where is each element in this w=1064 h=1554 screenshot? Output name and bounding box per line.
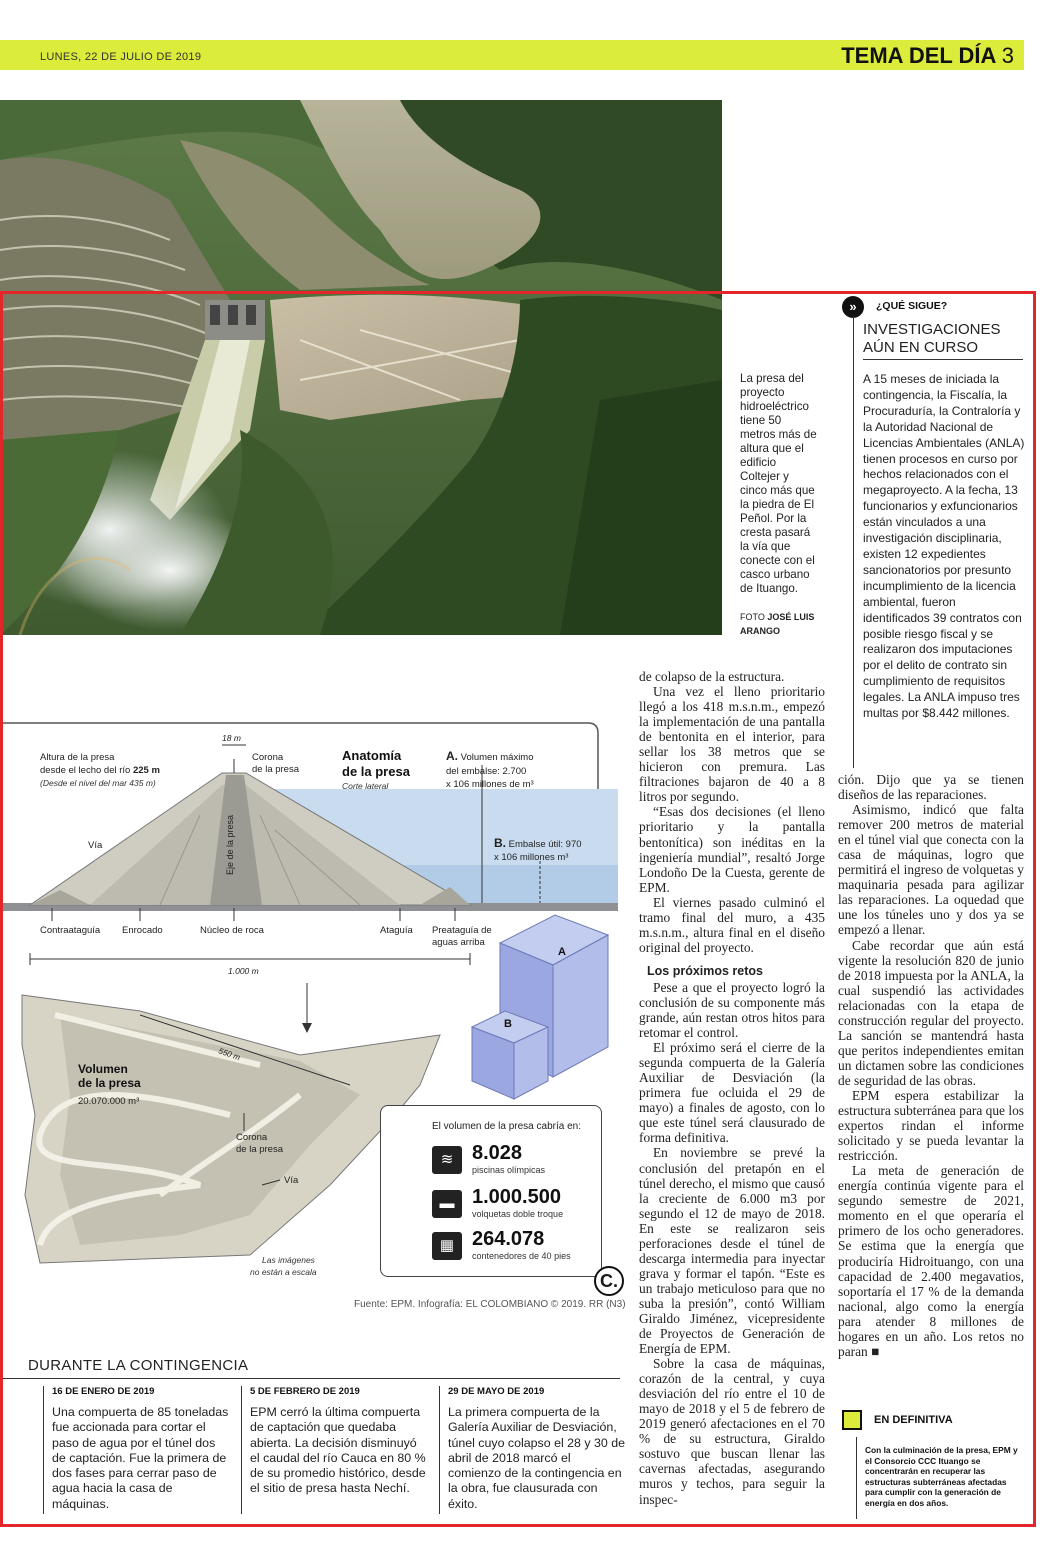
timeline-text: La primera compuerta de la Galería Auxiliar de Desviación, túnel cuyo colapso el 28 y 30 de abril de 2018 marcó el comienzo de la contingencia en la obra, fue clausurada con éxito. <box>448 1405 626 1511</box>
infographic-title-2: de la presa <box>342 764 410 779</box>
height-note: (Desde el nivel del mar 435 m) <box>40 778 156 788</box>
volume-a-key: A. <box>446 749 458 763</box>
axis-label: Eje de la presa <box>225 814 235 875</box>
part-preataguia: Preataguía de <box>432 925 492 936</box>
svg-text:B. Embalse útil: 970 <box>494 836 582 850</box>
infographic-title: Anatomía <box>342 748 402 763</box>
stats-intro: El volumen de la presa cabría en: <box>432 1121 581 1132</box>
scale-note-2: no están a escala <box>250 1267 317 1277</box>
timeline-item <box>448 1386 626 1512</box>
via2-label: Vía <box>284 1175 299 1186</box>
paragraph: ción. Dijo que ya se tienen diseños de las reparaciones. <box>838 772 1024 803</box>
paragraph: Pese a que el proyecto logró la conclusión de su componente más grande, aún restan otros hitos para retomar el control. <box>639 979 825 1041</box>
sidebar-rule <box>853 316 854 768</box>
header-bar <box>0 40 1024 70</box>
container-icon: ▦ <box>432 1232 462 1260</box>
que-sigue-title: INVESTIGACIONES AÚN EN CURSO <box>863 321 1023 360</box>
que-sigue-body: A 15 meses de iniciada la contingencia, la Fiscalía, la Procuraduría, la Contraloría y la Autoridad Nacional de Licencias Ambientales (ANLA) tienen procesos en curso por hechos relacionados con el megaproyecto. A la fecha, 13 funcionarios y exfuncionarios están vinculados a una investigación disciplinaria, existen 12 expedientes sancionatorios por presunto incumplimiento de la licencia ambiental, fueron identificados 39 contratos con posible riesgo fiscal y se realizaron dos imputaciones por el delito de contrato sin cumplimiento de requisitos legales. La ANLA impuso tres multas por $8.442 millones. <box>863 372 1025 721</box>
volume-title: Volumen <box>78 1062 128 1076</box>
stat-value: 1.000.500 <box>472 1186 561 1208</box>
timeline-rule <box>0 1378 620 1379</box>
timeline-divider <box>439 1386 440 1514</box>
timeline-text: Una compuerta de 85 toneladas fue accionada para cortar el paso de agua por el túnel dos de captación. Fue la primera de dos fases para cerrar paso de agua hacia la casa de máquinas. <box>52 1405 229 1511</box>
timeline-item <box>52 1386 230 1512</box>
cube-b <box>472 1011 548 1099</box>
corona2-label-2: de la presa <box>236 1144 284 1155</box>
que-sigue-label: ¿QUÉ SIGUE? <box>876 300 948 312</box>
height-label: Altura de la presa <box>40 752 115 763</box>
paragraph: Sobre la casa de máquinas, corazón de la central, y cuya desviación del río entre el 10 de mayo de 2018 y el 5 de febrero de 2019 generó afectaciones en el 70 % de su estructura, Giraldo sostuvo que buscan llenar las cavernas afectadas, asegurando muros y techos, para seguir la inspec- <box>639 1356 825 1507</box>
volume-b-key: B. <box>494 836 506 850</box>
timeline-date: 29 DE MAYO DE 2019 <box>448 1386 545 1397</box>
part-preataguia-2: aguas arriba <box>432 937 485 948</box>
timeline-divider <box>43 1386 44 1514</box>
part-contraataguia: Contraataguía <box>40 925 101 936</box>
paragraph: de colapso de la estructura. <box>639 669 785 684</box>
timeline-date: 16 DE ENERO DE 2019 <box>52 1386 155 1397</box>
timeline-date: 5 DE FEBRERO DE 2019 <box>250 1386 360 1397</box>
photo-caption: La presa del proyecto hidroeléctrico tiene 50 metros más de altura que el edificio Coltejer y cinco más que la piedra de El Peñol. Por la cresta pasará la vía que conecte con el casco urbano de Ituango. <box>740 372 817 595</box>
scale-note: Las imágenes <box>262 1255 315 1265</box>
double-chevron-icon: » <box>842 296 864 318</box>
credit-label: FOTO <box>740 612 765 622</box>
stat-label: piscinas olímpicas <box>472 1165 546 1175</box>
height-label-2: desde el lecho del río <box>40 765 131 776</box>
paragraph: Una vez el lleno prioritario llegó a los 418 m.s.n.m., empezó la implementación de una pantalla de bentonita en el interior, para sellar los 38 metros que se hicieron con premura. Las filtraciones bajaron de 40 a 8 litros por segundo. <box>639 684 825 805</box>
el-colombiano-logo: C. <box>594 1266 624 1296</box>
length-550: 550 m <box>217 1046 242 1063</box>
dam-photo <box>0 100 722 635</box>
paragraph: Asimismo, indicó que falta remover 200 metros de material en el túnel vial que conecta con la casa de máquinas, logro que permitirá el ingreso de volquetas y maquinaria pesada para agilizar las reparaciones. La oquedad que une los túneles uno y dos ya se empezó a llenar. <box>838 802 1024 938</box>
cube-b-label: B <box>504 1018 512 1030</box>
part-ataguia: Ataguía <box>380 925 413 936</box>
photo-credit <box>740 610 830 638</box>
paragraph: El próximo será el cierre de la segunda compuerta de la Galería Auxiliar de Desviación (la primera fue ocluida el 29 de mayo) a finales de agosto, con lo que este túnel será clausurado de forma definitiva. <box>639 1040 825 1146</box>
pool-icon: ≋ <box>432 1146 462 1174</box>
timeline-divider <box>241 1386 242 1514</box>
paragraph: EPM espera estabilizar la estructura subterránea para que los expertos rindan el informe solicitado y se pueda levantar la restricción. <box>838 1087 1024 1164</box>
credit-name: JOSÉ LUIS ARANGO <box>740 612 815 636</box>
timeline-text: EPM cerró la última compuerta de captación que quedaba abierta. La decisión disminuyó el caudal del río Cauca en 80 % de su promedio histórico, desde el sitio de presa hasta Nechí. <box>250 1405 426 1496</box>
en-definitiva-label: EN DEFINITIVA <box>874 1414 953 1426</box>
svg-text:desde el lecho del río 225 m <box>40 765 160 776</box>
volume-title-2: de la presa <box>78 1076 141 1090</box>
infographic-source: Fuente: EPM. Infografía: EL COLOMBIANO © 2019. RR (N3) <box>354 1299 626 1310</box>
crest-label-2: de la presa <box>252 764 300 775</box>
part-nucleo: Núcleo de roca <box>200 925 264 936</box>
header-date: LUNES, 22 DE JULIO DE 2019 <box>40 51 202 63</box>
page-number: 3 <box>1001 43 1014 68</box>
paragraph: La meta de generación de energía continúa vigente para el segundo semestre de 2021, momento en el que operaría el primero de los ocho generadores. Se estima que la energía que produciría Hidroituango, con una capacidad de 2.400 megavatios, soportaría el 17 % de la demanda nacional, algo como la energía para atender 8 millones de hogares en un año. Los retos no paran ■ <box>838 1163 1024 1359</box>
infographic-subtitle: Corte lateral <box>342 781 389 791</box>
base-length: 1.000 m <box>228 966 259 976</box>
volume-a-2: del embalse: 2.700 <box>446 766 527 777</box>
part-enrocado: Enrocado <box>122 925 163 936</box>
paragraph: Cabe recordar que aún está vigente la resolución 820 de junio de 2018 impuesta por la ANLA, la cual suspendió las actividades relacionadas con la etapa de construcción regular del proyecto. La sanción se mantendrá hasta que peritos independientes emitan un dictamen sobre las condiciones de seguridad de las obras. <box>838 937 1024 1088</box>
paragraph: El viernes pasado culminó el tramo final del muro, a 435 m.s.n.m., altura final en el diseño original del proyecto. <box>639 894 825 955</box>
timeline-item <box>250 1386 428 1497</box>
header-section <box>841 43 1014 69</box>
crest-width: 18 m <box>222 733 241 743</box>
paragraph: “Esas dos decisiones (el lleno prioritario y la pantalla bentonítica) son inéditas en la ingeniería mundial”, resaltó Jorge Londoño De la Cuesta, gerente de EPM. <box>639 804 825 895</box>
checker-icon <box>842 1410 862 1430</box>
height-value: 225 m <box>132 765 160 776</box>
stat-value: 8.028 <box>472 1142 523 1164</box>
stat-value: 264.078 <box>472 1228 545 1250</box>
article-column-mid <box>639 669 825 1507</box>
cube-a-label: A <box>558 946 566 958</box>
crest-label: Corona <box>252 752 284 763</box>
stat-label: volquetas doble troque <box>472 1209 564 1219</box>
volume-a: Volumen máximo <box>460 752 534 763</box>
volume-b-2: x 106 millones m³ <box>494 852 569 863</box>
truck-icon: ▬ <box>432 1190 462 1218</box>
volume-value: 20.070.000 m³ <box>78 1096 140 1107</box>
volume-b: Embalse útil: 970 <box>508 839 582 850</box>
paragraph: En noviembre se prevé la conclusión del pretapón en el túnel derecho, el mismo que causó la creciente de 6.000 m3 por segundo el 12 de mayo de 2018. En este se realizaron seis perforaciones desde el túnel de descarga intermedia para inyectar grava y formar el tapón. “Este es un trabajo meticuloso para que no suba la presión”, contó William Giraldo Jiménez, vicepresidente de Proyectos de Generación de Energía de EPM. <box>639 1145 825 1357</box>
en-definitiva-body: Con la culminación de la presa, EPM y el Consorcio CCC Ituango se concentrarán en recuperar las estructuras subterráneas afectadas para cumplir con la generación de energía en dos años. <box>856 1437 1026 1519</box>
corona2-label: Corona <box>236 1132 268 1143</box>
stat-label: contenedores de 40 pies <box>472 1251 571 1261</box>
article-column-right <box>838 772 1024 1359</box>
via-label: Vía <box>88 840 103 851</box>
volume-a-3: x 106 millones de m³ <box>446 779 534 790</box>
svg-text:A. Volumen máximo <box>446 749 534 763</box>
timeline-title: DURANTE LA CONTINGENCIA <box>28 1357 249 1374</box>
subhead: Los próximos retos <box>647 963 763 978</box>
section-title: TEMA DEL DÍA <box>841 43 996 68</box>
